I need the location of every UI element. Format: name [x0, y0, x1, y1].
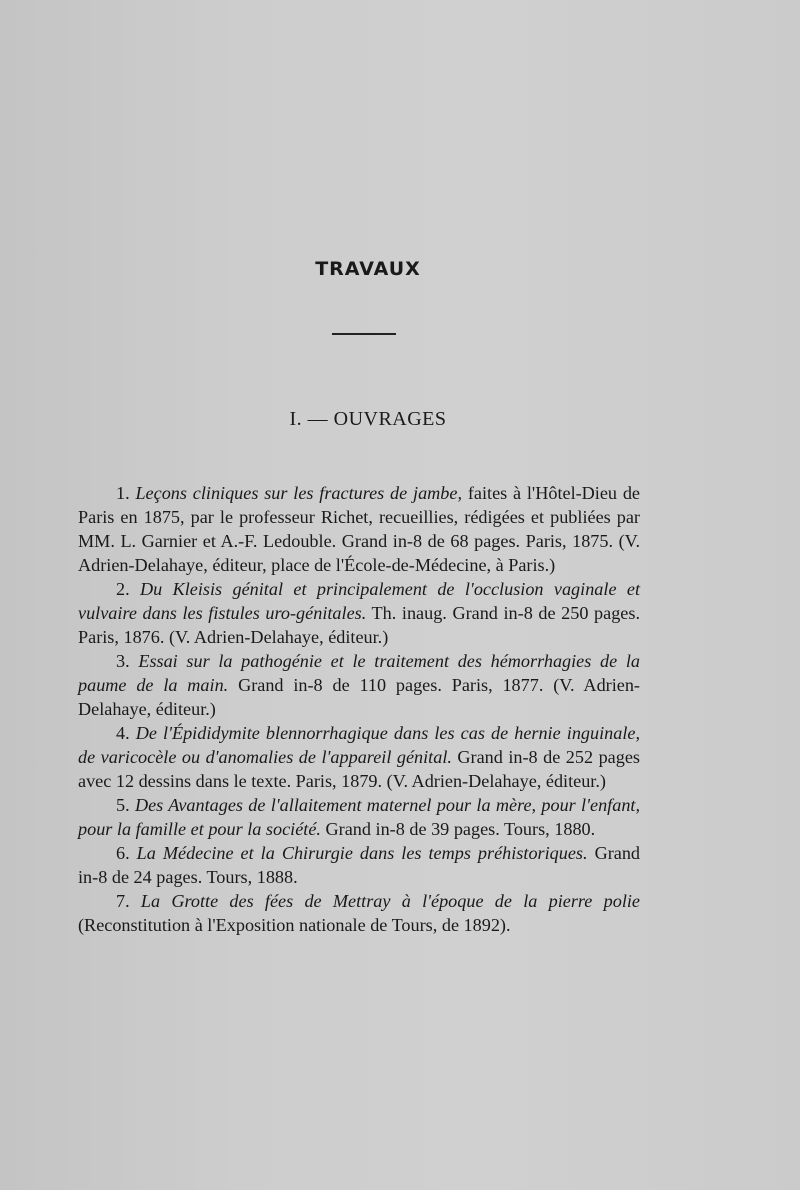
- entry-details: Grand in-8 de 39 pages. Tours, 1880.: [320, 819, 596, 839]
- bibliography-entry-1: [78, 481, 640, 577]
- entry-details: (Reconstitution à l'Exposition nationale de Tours, de 1892).: [78, 915, 511, 935]
- bibliography-entry-7: [78, 889, 640, 937]
- section-heading: I. — OUVRAGES: [289, 408, 447, 430]
- entry-title: De l'Épididymite blennorrhagique dans les cas de hernie inguinale, de varicocèle ou d'anomalies de l'appareil génital.: [78, 723, 641, 767]
- entry-title: La Grotte des fées de Mettray à l'époque de la pierre polie: [140, 891, 640, 911]
- entry-number: 2.: [116, 579, 130, 599]
- title-divider: [332, 333, 396, 335]
- bibliography-entry-5: [78, 793, 640, 841]
- entry-number: 3.: [116, 651, 130, 671]
- entry-details: Th. inaug. Grand in-8 de 250 pages. Paris, 1876. (V. Adrien-Delahaye, éditeur.): [78, 603, 640, 647]
- entry-title: La Médecine et la Chirurgie dans les temps préhistoriques.: [136, 843, 588, 863]
- entry-number: 4.: [116, 723, 130, 743]
- page-title: TRAVAUX: [315, 258, 421, 280]
- entry-title: Leçons cliniques sur les fractures de jambe,: [135, 483, 463, 503]
- entry-number: 5.: [116, 795, 130, 815]
- entry-details: Grand in-8 de 24 pages. Tours, 1888.: [78, 843, 641, 887]
- entry-title: Du Kleisis génital et principalement de l'occlusion vaginale et vulvaire dans les fistules uro-génitales.: [78, 579, 641, 623]
- bibliography-entry-3: [78, 649, 640, 721]
- entry-title: Des Avantages de l'allaitement maternel pour la mère, pour l'enfant, pour la famille et pour la société.: [78, 795, 641, 839]
- bibliography-list: [78, 481, 640, 937]
- bibliography-entry-4: [78, 721, 640, 793]
- entry-details: Grand in-8 de 252 pages avec 12 dessins dans le texte. Paris, 1879. (V. Adrien-Delahaye, éditeur.): [78, 747, 640, 791]
- entry-number: 7.: [116, 891, 130, 911]
- entry-details: Grand in-8 de 110 pages. Paris, 1877. (V. Adrien-Delahaye, éditeur.): [78, 675, 640, 719]
- entry-details: faites à l'Hôtel-Dieu de Paris en 1875, par le professeur Richet, recueillies, rédigées et publiées par MM. L. Garnier et A.-F. Ledouble. Grand in-8 de 68 pages. Paris, 1875. (V. Adrien-Delahaye, éditeur, place de l'École-de-Médecine, à Paris.): [78, 483, 640, 575]
- entry-title: Essai sur la pathogénie et le traitement des hémorrhagies de la paume de la main.: [78, 651, 640, 695]
- entry-number: 1.: [116, 483, 130, 503]
- entry-number: 6.: [116, 843, 130, 863]
- bibliography-entry-6: [78, 841, 640, 889]
- bibliography-entry-2: [78, 577, 640, 649]
